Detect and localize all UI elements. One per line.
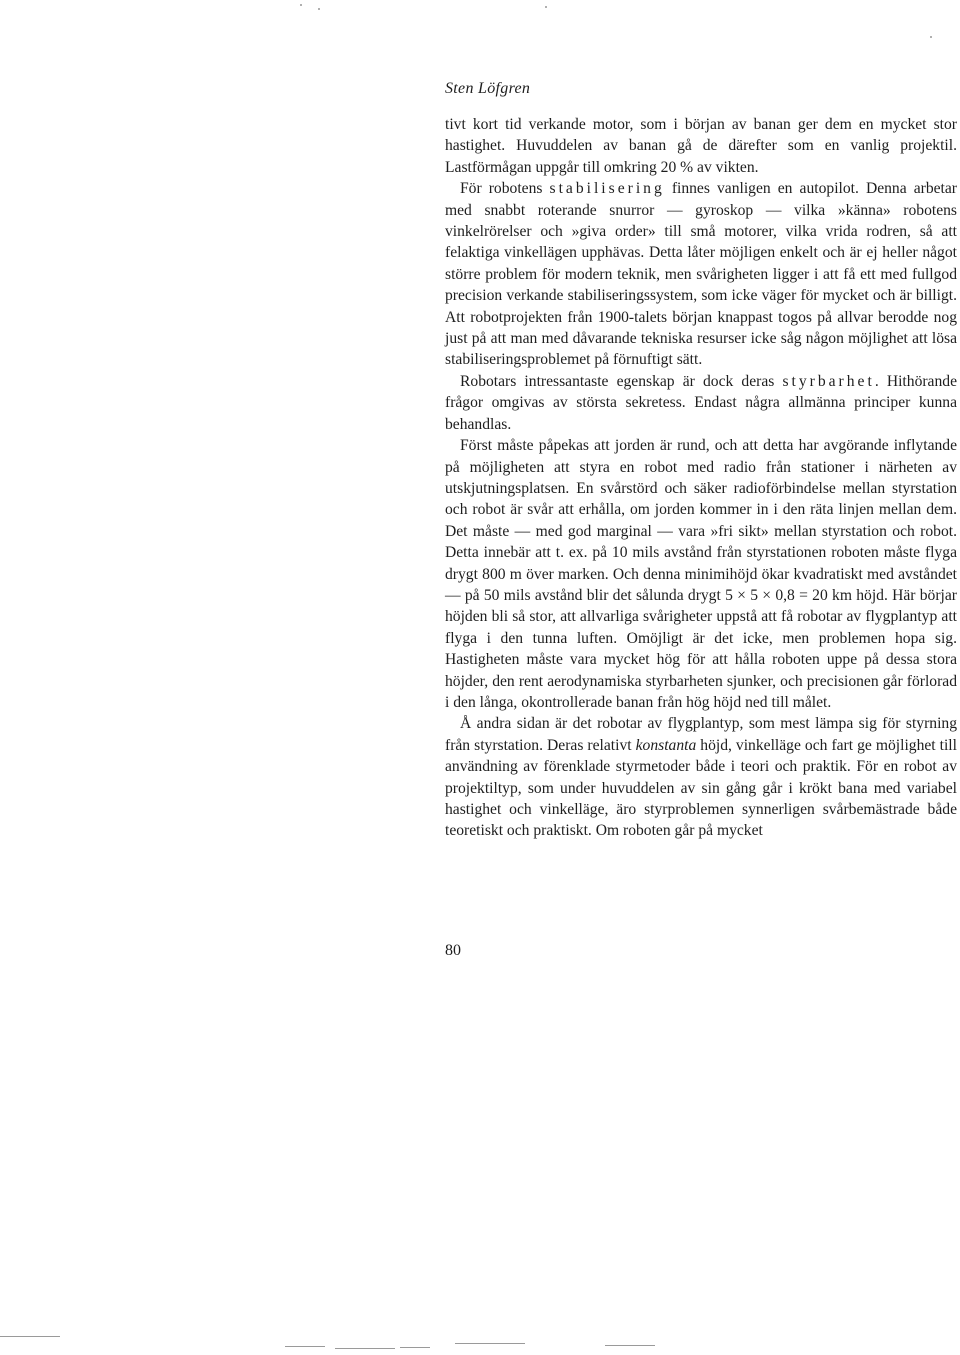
body-paragraph (445, 435, 957, 713)
scan-artifact (605, 1345, 655, 1346)
running-head-author: Sten Löfgren (445, 80, 531, 97)
scan-artifact (400, 1347, 430, 1348)
text-run: tivt kort tid verkande motor, som i början av banan ger dem en mycket stor hastighet. Huvuddelen av banan gå de därefter som en vanlig projektil. Lastförmågan uppgår till omkring 20 % av vikten. (445, 116, 957, 176)
body-paragraph (445, 713, 957, 841)
scan-artifact (300, 4, 302, 6)
emphasized-word: konstanta (635, 736, 697, 754)
body-paragraph (445, 114, 957, 178)
text-run: Först måste påpekas att jorden är rund, och att detta har avgörande inflytande på möjligheten att styra en robot med radio från stationer i närheten av utskjutningsplatsen. En svårstörd och säker radioförbindelse mellan styrstation och robot är svår att erhålla, om jorden kommer in i den räta linjen mellan dem. Det måste — med god marginal — vara »fri sikt» mellan styrstation och robot. Detta innebär att t. ex. på 10 mils avstånd från styrstationen roboten måste flyga drygt 800 m över marken. Och denna minimihöjd ökar kvadratiskt med avståndet — på 50 mils avstånd blir det sålunda drygt 5 × 5 × 0,8 = 20 km höjd. Här börjar höjden bli så stor, att allvarliga svårigheter uppstå att få robotar av flygplantyp att flyga i den tunna luften. Omöjligt är det icke, men problemen hopa sig. Hastigheten måste vara mycket hög för att hålla roboten uppe på dessa stora höjder, den rent aerodynamiska styrbarheten sjunker, och precisionen går förlorad i den långa, okontrollerade banan från hög höjd ned till målet. (445, 437, 957, 711)
scan-artifact (335, 1348, 395, 1349)
text-run: . Hithörande frågor omgivas av största sekretess. Endast några allmänna principer kunna behandlas. (445, 372, 957, 433)
text-run: Å andra sidan är det robotar av flygplantyp, som mest lämpa sig för styrning från styrstation. Deras relativt (445, 715, 957, 754)
text-run: Robotars intressantaste egenskap är dock deras (460, 372, 783, 390)
scan-artifact (0, 1336, 60, 1337)
text-run: För robotens (460, 180, 550, 198)
scan-artifact (545, 6, 547, 8)
text-run: höjd, vinkelläge och fart ge möjlighet till användning av förenklade styrmetoder både i teori och praktik. För en robot av projektiltyp, som under huvuddelen av sin gång går i krökt bana med variabel hastighet och vinkelläge, äro styrproblemen synnerligen svårbemästrade både teoretiskt och praktiskt. Om roboten går på mycket (445, 736, 957, 840)
scan-artifact (318, 8, 320, 10)
emphasized-term: stabilisering (549, 180, 665, 198)
page-number: 80 (445, 942, 461, 959)
scan-artifact (455, 1343, 525, 1344)
emphasized-term: styrbarhet (782, 372, 875, 390)
text-run: finnes vanligen en autopilot. Denna arbetar med snabbt roterande snurror — gyroskop — vilka »känna» robotens vinkelrörelser och »giva order» till små motorer, vilka vrida rodren, så att felaktiga vinkellägen upphävas. Detta låter möjligen enkelt och är ej heller något större problem för modern teknik, men svårigheten ligger i att få ett med fullgod precision verkande stabiliseringssystem, som icke väger för mycket och är billigt. Att robotprojekten från 1900-talets början knappast togos på allvar berodde nog just på att man med dåvarande tekniska resurser icke såg någon möjlighet att lösa stabiliseringsproblemet på förnuftigt sätt. (445, 180, 957, 369)
body-paragraph (445, 371, 957, 435)
scan-artifact (285, 1346, 325, 1347)
body-paragraph (445, 178, 957, 371)
body-text (445, 114, 957, 842)
scan-artifact (930, 36, 932, 38)
